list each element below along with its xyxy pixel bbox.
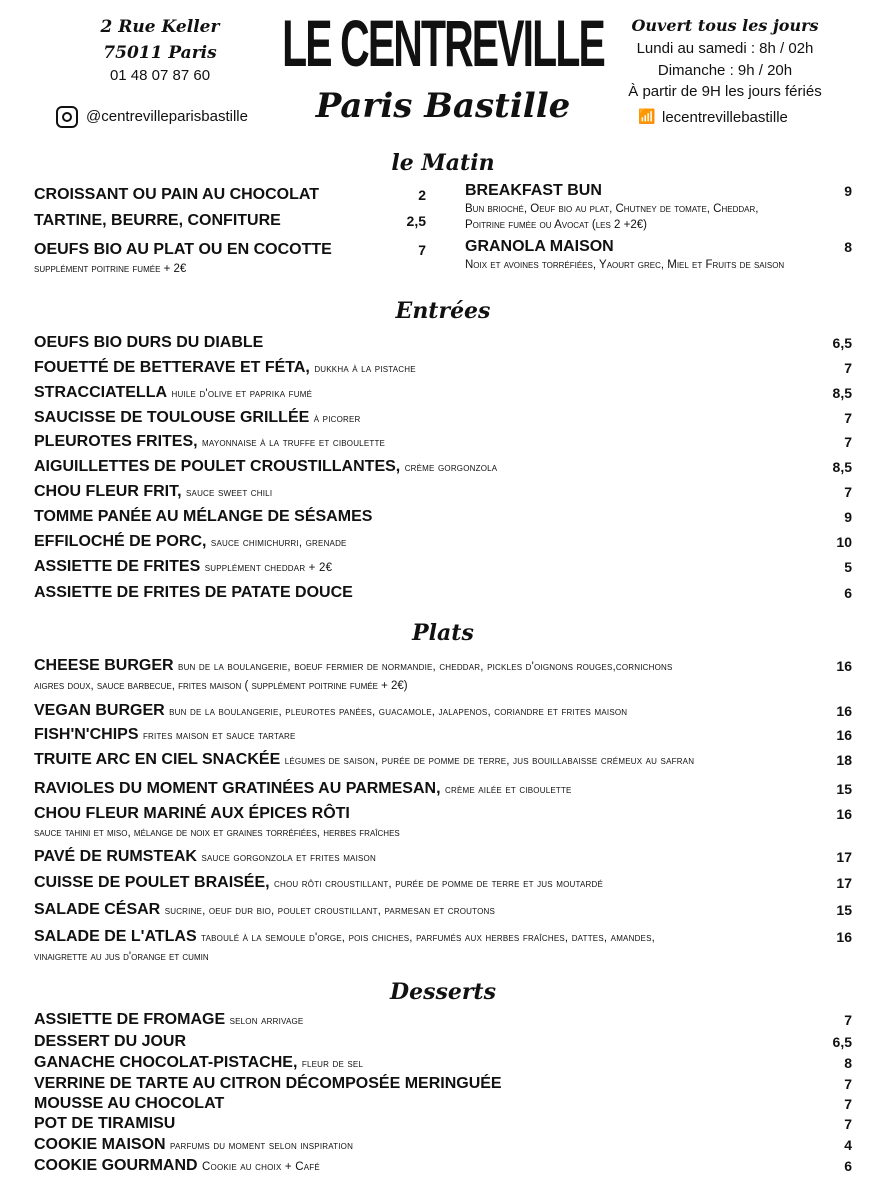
menu-item-line [34, 901, 495, 918]
item-price: 15 [836, 781, 852, 797]
section-title-plats: Plats [412, 620, 474, 646]
item-price: 4 [844, 1137, 852, 1153]
item-price: 6,5 [832, 335, 852, 351]
item-description: mayonnaise à la truffe et ciboulette [202, 437, 386, 449]
menu-item [34, 358, 852, 379]
menu-item-line [34, 483, 272, 500]
item-price: 8,5 [832, 385, 852, 401]
instagram-handle: @centrevilleparisbastille [86, 108, 248, 125]
item-description: crème ailée et ciboulette [444, 784, 572, 796]
menu-item [34, 656, 852, 695]
item-description: parfums du moment selon inspiration [170, 1140, 354, 1152]
item-name: BREAKFAST BUN [465, 182, 602, 199]
item-name: TARTINE, BEURRE, CONFITURE [34, 212, 281, 229]
item-name: STRACCIATELLA [34, 384, 168, 401]
item-name: FOUETTÉ DE BETTERAVE ET FÉTA, [34, 359, 310, 376]
menu-item-line [34, 558, 332, 575]
item-price: 6 [844, 585, 852, 601]
item-price: 17 [836, 875, 852, 891]
menu-item-line [34, 1075, 502, 1092]
item-price: 7 [844, 410, 852, 426]
item-price: 5 [844, 559, 852, 575]
item-name: COOKIE MAISON [34, 1136, 166, 1153]
menu-item [34, 1135, 852, 1156]
wifi-icon: 📶 [638, 108, 656, 124]
menu-item-line [34, 780, 572, 797]
item-name: SAUCISSE DE TOULOUSE GRILLÉE [34, 409, 310, 426]
address-line-1: 2 Rue Keller [100, 17, 220, 37]
menu-item-line [34, 458, 497, 475]
menu-item-line [34, 186, 319, 203]
menu-item [34, 750, 852, 771]
item-price: 15 [836, 902, 852, 918]
menu-item [34, 457, 852, 478]
section-title-entrees: Entrées [395, 298, 491, 324]
menu-item [34, 333, 852, 353]
item-price: 7 [844, 1116, 852, 1132]
item-description-cont: sauce tahini et miso, mélange de noix et graines torréfiées, herbes fraîches [34, 827, 400, 839]
item-name: VERRINE DE TARTE AU CITRON DÉCOMPOSÉE MERINGUÉE [34, 1075, 502, 1092]
item-price: 8 [844, 239, 852, 255]
item-description: à picorer [313, 413, 361, 425]
item-description: légumes de saison, purée de pomme de terre, jus bouillabaisse crémeux au safran [284, 755, 695, 767]
hours-weekdays: Lundi au samedi : 8h / 02h [636, 40, 814, 57]
menu-item [465, 237, 852, 273]
item-name: TOMME PANÉE AU MÉLANGE DE SÉSAMES [34, 508, 373, 525]
item-description: supplément cheddar + 2€ [204, 562, 333, 574]
item-name: CHOU FLEUR FRIT, [34, 483, 182, 500]
item-price: 7 [418, 242, 426, 258]
item-name: VEGAN BURGER [34, 702, 165, 719]
menu-item [34, 1094, 852, 1114]
item-name: SALADE CÉSAR [34, 901, 161, 918]
menu-item [34, 240, 426, 278]
phone: 01 48 07 87 60 [109, 67, 211, 84]
menu-item [34, 779, 852, 800]
item-name: TRUITE ARC EN CIEL SNACKÉE [34, 751, 281, 768]
item-description: bun de la boulangerie, pleurotes panées, guacamole, jalapenos, coriandre et frites maison [169, 706, 628, 718]
menu-item [34, 532, 852, 553]
menu-item-line [34, 334, 263, 351]
menu-item-line [34, 409, 361, 426]
wifi-name: lecentrevillebastille [662, 109, 788, 126]
menu-item-line [34, 1115, 175, 1132]
item-price: 9 [844, 183, 852, 199]
item-price: 7 [844, 360, 852, 376]
menu-item-line [34, 240, 426, 260]
section-title-desserts: Desserts [390, 979, 496, 1005]
menu-item [34, 482, 852, 503]
item-price: 8 [844, 1055, 852, 1071]
section-title-matin: le Matin [391, 150, 495, 176]
menu-item-line [34, 1095, 224, 1112]
menu-item-line [34, 702, 627, 719]
item-name: GRANOLA MAISON [465, 238, 614, 255]
item-price: 16 [836, 703, 852, 719]
menu-item-line [34, 1136, 353, 1153]
menu-item-line [34, 726, 296, 743]
item-name: CHOU FLEUR MARINÉ AUX ÉPICES RÔTI [34, 805, 350, 822]
menu-item [34, 847, 852, 868]
menu-item [34, 1053, 852, 1074]
logo: LE CENTREVILLE [282, 6, 604, 80]
menu-item-line [34, 1033, 186, 1050]
item-description-cont: aigres doux, sauce barbecue, frites maison ( supplément poitrine fumée + 2€) [34, 680, 408, 692]
menu-item-line [34, 584, 353, 601]
item-price: 16 [836, 806, 852, 822]
menu-item-line [34, 1011, 303, 1028]
item-name: FISH'N'CHIPS [34, 726, 139, 743]
item-description: sauce chimichurri, grenade [210, 537, 347, 549]
item-description: fleur de sel [301, 1058, 364, 1070]
item-description-cont: Poitrine fumée ou Avocat (les 2 +2€) [465, 219, 647, 231]
item-description-cont: vinaigrette au jus d'orange et cumin [34, 951, 209, 963]
item-name: RAVIOLES DU MOMENT GRATINÉES AU PARMESAN, [34, 780, 441, 797]
item-price: 18 [836, 752, 852, 768]
item-name: CHEESE BURGER [34, 657, 174, 674]
item-description: bun de la boulangerie, boeuf fermier de normandie, cheddar, pickles d'oignons rouges,cornichons [178, 661, 673, 673]
item-price: 16 [836, 658, 852, 674]
item-name: CROISSANT OU PAIN AU CHOCOLAT [34, 186, 320, 203]
item-description: dukkha à la pistache [314, 363, 416, 375]
menu-item [34, 507, 852, 527]
item-price: 7 [844, 484, 852, 500]
menu-item-line [34, 384, 312, 401]
item-name: DESSERT DU JOUR [34, 1033, 187, 1050]
menu-item [34, 1010, 852, 1031]
item-price: 7 [844, 1076, 852, 1092]
item-price: 10 [836, 534, 852, 550]
item-price: 2,5 [406, 213, 426, 229]
item-description: frites maison et sauce tartare [142, 730, 296, 742]
item-description: selon arrivage [229, 1015, 304, 1027]
item-description-cont: supplément poitrine fumée + 2€ [34, 263, 187, 275]
menu-item [34, 1032, 852, 1052]
menu-item-line [34, 848, 376, 865]
menu-item-line [34, 433, 385, 450]
item-price: 8,5 [832, 459, 852, 475]
hours-holidays: À partir de 9H les jours fériés [628, 83, 822, 100]
menu-item [34, 900, 852, 921]
item-description: Bun brioché, Oeuf bio au plat, Chutney de tomate, Cheddar, [465, 203, 759, 215]
logo-subtitle: Paris Bastille [315, 86, 571, 126]
hours-title: Ouvert tous les jours [631, 16, 819, 35]
item-description: crème gorgonzola [404, 462, 498, 474]
item-description: taboulé à la semoule d'orge, pois chiches, parfumés aux herbes fraîches, dattes, amandes, [201, 932, 656, 944]
item-name: MOUSSE AU CHOCOLAT [34, 1095, 225, 1112]
item-description: huile d'olive et paprika fumé [171, 388, 313, 400]
menu-item [34, 1156, 852, 1177]
item-description: chou rôti croustillant, purée de pomme de terre et jus moutardé [274, 878, 603, 890]
menu-item-line [34, 359, 416, 376]
menu-item [34, 408, 852, 429]
item-description: sauce gorgonzola et frites maison [201, 852, 376, 864]
menu-item-line [34, 874, 603, 891]
menu-item-line [34, 656, 852, 677]
item-description: Noix et avoines torréfiées, Yaourt grec, Miel et Fruits de saison [465, 259, 785, 271]
menu-item [34, 1074, 852, 1094]
menu-item-line [34, 212, 281, 229]
menu-item [34, 185, 426, 205]
menu-item-line [34, 1157, 320, 1174]
item-description: Cookie au choix + Café [202, 1161, 320, 1173]
menu-item [34, 557, 852, 578]
item-name: SALADE DE L'ATLAS [34, 928, 197, 945]
menu-item [465, 181, 852, 233]
menu-item-line [34, 751, 694, 768]
menu-item [34, 211, 426, 231]
item-name: CUISSE DE POULET BRAISÉE, [34, 874, 270, 891]
hours-sunday: Dimanche : 9h / 20h [657, 62, 793, 79]
menu-item [34, 927, 852, 966]
item-price: 6 [844, 1158, 852, 1174]
item-name: AIGUILLETTES DE POULET CROUSTILLANTES, [34, 458, 401, 475]
menu-item [34, 432, 852, 453]
item-name: ASSIETTE DE FRITES [34, 558, 201, 575]
item-name: ASSIETTE DE FRITES DE PATATE DOUCE [34, 584, 353, 601]
address-line-2: 75011 Paris [103, 43, 217, 63]
item-price: 7 [844, 1096, 852, 1112]
item-name: OEUFS BIO AU PLAT OU EN COCOTTE [34, 241, 332, 258]
menu-item-line [34, 1054, 363, 1071]
item-name: ASSIETTE DE FROMAGE [34, 1011, 226, 1028]
item-price: 7 [844, 1012, 852, 1028]
menu-item [34, 583, 852, 603]
menu-item-line [34, 508, 372, 525]
menu-item-line [34, 927, 852, 948]
item-name: POT DE TIRAMISU [34, 1115, 176, 1132]
item-price: 16 [836, 727, 852, 743]
item-name: OEUFS BIO DURS DU DIABLE [34, 334, 264, 351]
item-name: PLEUROTES FRITES, [34, 433, 198, 450]
item-name: PAVÉ DE RUMSTEAK [34, 848, 197, 865]
item-price: 17 [836, 849, 852, 865]
item-price: 9 [844, 509, 852, 525]
item-name: COOKIE GOURMAND [34, 1157, 198, 1174]
item-price: 7 [844, 434, 852, 450]
menu-item [34, 701, 852, 722]
menu-item [34, 873, 852, 894]
menu-item [34, 725, 852, 746]
item-description: sauce sweet chili [186, 487, 273, 499]
menu-item [34, 1114, 852, 1134]
menu-item-line [34, 804, 852, 824]
item-name: EFFILOCHÉ DE PORC, [34, 533, 207, 550]
item-name: GANACHE CHOCOLAT-PISTACHE, [34, 1054, 298, 1071]
item-price: 16 [836, 929, 852, 945]
item-description: sucrine, oeuf dur bio, poulet croustillant, parmesan et croutons [164, 905, 496, 917]
item-price: 2 [418, 187, 426, 203]
menu-item [34, 383, 852, 404]
menu-item [34, 804, 852, 842]
menu-item-line [34, 533, 347, 550]
item-price: 6,5 [832, 1034, 852, 1050]
